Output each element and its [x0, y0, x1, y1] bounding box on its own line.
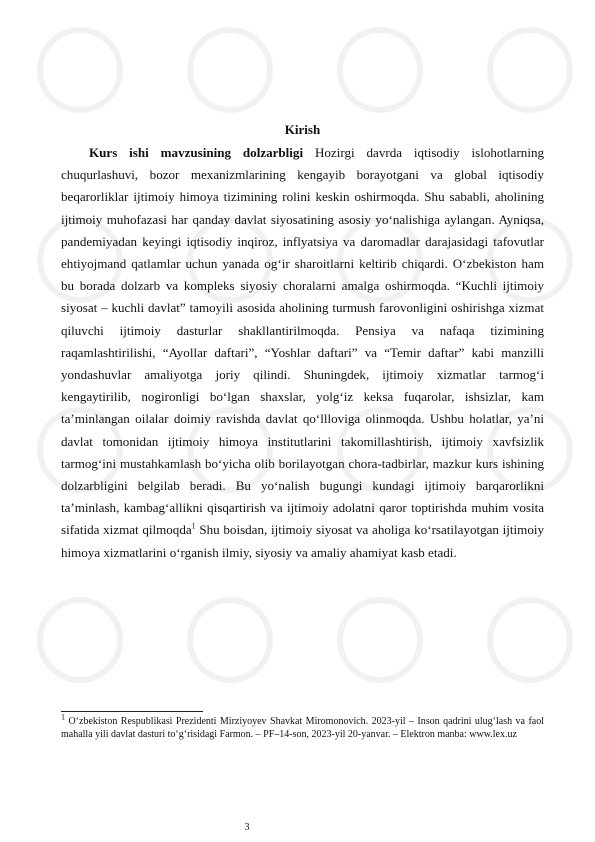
- footnote-reference[interactable]: 1: [191, 522, 196, 532]
- section-heading: Kirish: [284, 122, 321, 137]
- body-paragraph: [61, 142, 544, 564]
- footnote-separator: [61, 711, 203, 712]
- page-number: 3: [244, 822, 250, 833]
- footnote-text: O‘zbekiston Respublikasi Prezidenti Mirziyoyev Shavkat Miromonovich. 2023-yil – Inson qadrini ulug‘lash va faol mahalla yili davlat dasturi to‘g‘risidagi Farmon. – PF–14-son, 2023-yil 20-yanvar. – Elektron manba: www.lex.uz: [61, 716, 544, 740]
- footnote: [61, 712, 544, 741]
- paragraph-text: Hozirgi davrda iqtisodiy islohotlarning chuqurlashuvi, bozor mexanizmlarining kengayib borayotgani va global iqtisodiy beqarorliklar ijtimoiy himoya tizimining rolini keskin oshirmoqda. Shu sababli, aholining ijtimoiy muhofazasi har qanday davlat siyosatining asosiy yo‘nalishiga aylangan. Ayniqsa, pandemiyadan keyingi iqtisodiy inqiroz, inflyatsiya va daromadlar darajasidagi tafovutlar ehtiyojmand qatlamlar uchun yanada og‘ir sharoitlarni keltirib chiqardi. O‘zbekiston ham bu borada dolzarb va kompleks siyosiy choralarni amalga oshirmoqda. “Kuchli ijtimoiy siyosat – kuchli davlat” tamoyili asosida aholining turmush farovonligini oshirishga xizmat qiluvchi ijtimoiy dasturlar shakllantirilmoqda. Pensiya va nafaqa tizimining raqamlashtirilishi, “Ayollar daftari”, “Yoshlar daftari” va “Temir daftar” kabi manzilli yondashuvlar amaliyotga joriy qilindi. Shuningdek, ijtimoiy xizmatlar tarmog‘i kengaytirilib, nogironligi bo‘lgan shaxslar, yolg‘iz keksa fuqarolar, ishsizlar, kam ta’minlangan oilalar doimiy ravishda davlat qo‘llloviga olinmoqda. Ushbu holatlar, ya’ni davlat tomonidan ijtimoiy himoya institutlarini takomillashtirish, ijtimoiy xavfsizlik tarmog‘ini mustahkamlash bo‘yicha olib borilayotgan chora-tadbirlar, mazkur kurs ishining dolzarbligini belgilab beradi. Bu yo‘nalish bugungi kundagi ijtimoiy barqarorlikni ta’minlash, kambag‘allikni qisqartirish va ijtimoiy adolatni qaror toptirishda muhim vosita sifatida xizmat qilmoqda: [61, 145, 544, 538]
- footnote-marker: 1: [61, 712, 65, 722]
- main-content: [61, 120, 544, 564]
- paragraph-lead: Kurs ishi mavzusining dolzarbligi: [89, 145, 304, 160]
- paragraph-text-after: Shu boisdan, ijtimoiy siyosat va aholiga ko‘rsatilayotgan ijtimoiy himoya xizmatlarini o‘rganish ilmiy, siyosiy va amaliy ahamiyat kasb etadi.: [61, 522, 545, 560]
